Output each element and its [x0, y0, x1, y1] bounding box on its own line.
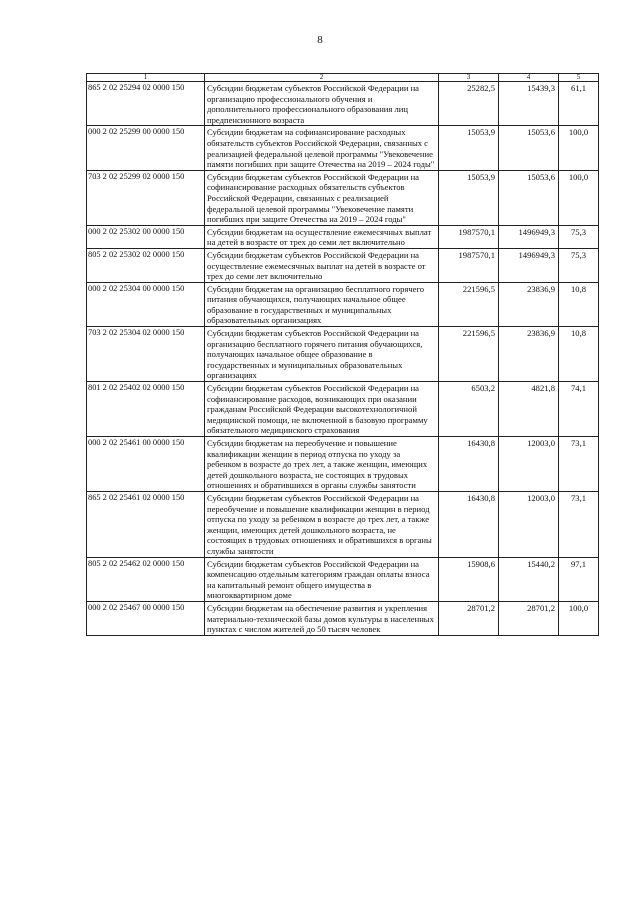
actual-amount-cell: 1496949,3 [499, 225, 559, 248]
planned-amount-cell: 15053,9 [439, 126, 499, 170]
description-cell: Субсидии бюджетам субъектов Российской Федерации на осуществление ежемесячных выплат на детей в возрасте от трех до семи лет включительно [205, 248, 439, 282]
actual-amount-cell: 15440,2 [499, 557, 559, 601]
budget-code-cell: 703 2 02 25299 02 0000 150 [87, 170, 205, 225]
planned-amount-cell: 25282,5 [439, 82, 499, 126]
table-row [87, 282, 599, 326]
description-cell: Субсидии бюджетам субъектов Российской Федерации на организацию профессионального обучения и дополнительного профессионального образования лиц предпенсионного возраста [205, 82, 439, 126]
planned-amount-cell: 221596,5 [439, 282, 499, 326]
actual-amount-cell: 15053,6 [499, 126, 559, 170]
budget-code-cell: 000 2 02 25461 00 0000 150 [87, 437, 205, 492]
column-header: 3 [439, 74, 499, 82]
table-row [87, 170, 599, 225]
table-row [87, 382, 599, 437]
table-row [87, 491, 599, 557]
table-row [87, 437, 599, 492]
budget-code-cell: 000 2 02 25467 00 0000 150 [87, 601, 205, 635]
percent-cell: 97,1 [559, 557, 599, 601]
planned-amount-cell: 15053,9 [439, 170, 499, 225]
percent-cell: 100,0 [559, 601, 599, 635]
actual-amount-cell: 12003,0 [499, 491, 559, 557]
budget-code-cell: 865 2 02 25461 02 0000 150 [87, 491, 205, 557]
table-row [87, 327, 599, 382]
percent-cell: 61,1 [559, 82, 599, 126]
table-row [87, 557, 599, 601]
planned-amount-cell: 28701,2 [439, 601, 499, 635]
planned-amount-cell: 6503,2 [439, 382, 499, 437]
actual-amount-cell: 4821,8 [499, 382, 559, 437]
actual-amount-cell: 15439,3 [499, 82, 559, 126]
actual-amount-cell: 28701,2 [499, 601, 559, 635]
actual-amount-cell: 12003,0 [499, 437, 559, 492]
percent-cell: 73,1 [559, 437, 599, 492]
table-row [87, 82, 599, 126]
percent-cell: 10,8 [559, 282, 599, 326]
description-cell: Субсидии бюджетам на осуществление ежемесячных выплат на детей в возрасте от трех до семи лет включительно [205, 225, 439, 248]
table-row [87, 126, 599, 170]
percent-cell: 100,0 [559, 126, 599, 170]
percent-cell: 100,0 [559, 170, 599, 225]
budget-table [86, 73, 599, 636]
column-number-row [87, 74, 599, 82]
column-header: 2 [205, 74, 439, 82]
planned-amount-cell: 15908,6 [439, 557, 499, 601]
percent-cell: 10,8 [559, 327, 599, 382]
budget-code-cell: 805 2 02 25302 02 0000 150 [87, 248, 205, 282]
description-cell: Субсидии бюджетам на организацию бесплатного горячего питания обучающихся, получающих начальное общее образование в государственных и муниципальных образовательных организациях [205, 282, 439, 326]
budget-code-cell: 000 2 02 25302 00 0000 150 [87, 225, 205, 248]
budget-code-cell: 865 2 02 25294 02 0000 150 [87, 82, 205, 126]
description-cell: Субсидии бюджетам на обеспечение развития и укрепления материально-технической базы домов культуры в населенных пунктах с числом жителей до 50 тысяч человек [205, 601, 439, 635]
percent-cell: 75,3 [559, 225, 599, 248]
table-row [87, 225, 599, 248]
description-cell: Субсидии бюджетам на софинансирование расходных обязательств субъектов Российской Федерации, связанных с реализацией федеральной целевой программы "Увековечение памяти погибших при защите Отечества на 2019 – 2024 годы" [205, 126, 439, 170]
planned-amount-cell: 16430,8 [439, 491, 499, 557]
planned-amount-cell: 1987570,1 [439, 225, 499, 248]
description-cell: Субсидии бюджетам субъектов Российской Федерации на организацию бесплатного горячего питания обучающихся, получающих начальное общее образование в государственных и муниципальных образовательных организациях [205, 327, 439, 382]
budget-code-cell: 805 2 02 25462 02 0000 150 [87, 557, 205, 601]
description-cell: Субсидии бюджетам субъектов Российской Федерации на переобучение и повышение квалификации женщин в период отпуска по уходу за ребенком в возрасте до трех лет, а также женщин, имеющих детей дошкольного возраста, не состоящих в трудовых отношениях и обратившихся в органы службы занятости [205, 491, 439, 557]
budget-code-cell: 000 2 02 25299 00 0000 150 [87, 126, 205, 170]
budget-code-cell: 703 2 02 25304 02 0000 150 [87, 327, 205, 382]
planned-amount-cell: 16430,8 [439, 437, 499, 492]
description-cell: Субсидии бюджетам субъектов Российской Федерации на компенсацию отдельным категориям граждан оплаты взноса на капитальный ремонт общего имущества в многоквартирном доме [205, 557, 439, 601]
column-header: 4 [499, 74, 559, 82]
description-cell: Субсидии бюджетам субъектов Российской Федерации на софинансирование расходов, возникающих при оказании гражданам Российской Федерации высокотехнологичной медицинской помощи, не включенной в базовую программу обязательного медицинского страхования [205, 382, 439, 437]
budget-code-cell: 000 2 02 25304 00 0000 150 [87, 282, 205, 326]
table-row [87, 248, 599, 282]
page-number: 8 [317, 34, 323, 46]
actual-amount-cell: 23836,9 [499, 282, 559, 326]
actual-amount-cell: 15053,6 [499, 170, 559, 225]
table-row [87, 601, 599, 635]
actual-amount-cell: 23836,9 [499, 327, 559, 382]
description-cell: Субсидии бюджетам субъектов Российской Федерации на софинансирование расходных обязательств субъектов Российской Федерации, связанных с реализацией федеральной целевой программы "Увековечение памяти погибших при защите Отечества на 2019 – 2024 годы" [205, 170, 439, 225]
percent-cell: 73,1 [559, 491, 599, 557]
percent-cell: 75,3 [559, 248, 599, 282]
column-header: 1 [87, 74, 205, 82]
actual-amount-cell: 1496949,3 [499, 248, 559, 282]
planned-amount-cell: 221596,5 [439, 327, 499, 382]
planned-amount-cell: 1987570,1 [439, 248, 499, 282]
percent-cell: 74,1 [559, 382, 599, 437]
description-cell: Субсидии бюджетам на переобучение и повышение квалификации женщин в период отпуска по уходу за ребенком в возрасте до трех лет, а также женщин, имеющих детей дошкольного возраста, не состоящих в трудовых отношениях и обратившихся в органы службы занятости [205, 437, 439, 492]
column-header: 5 [559, 74, 599, 82]
budget-code-cell: 801 2 02 25402 02 0000 150 [87, 382, 205, 437]
